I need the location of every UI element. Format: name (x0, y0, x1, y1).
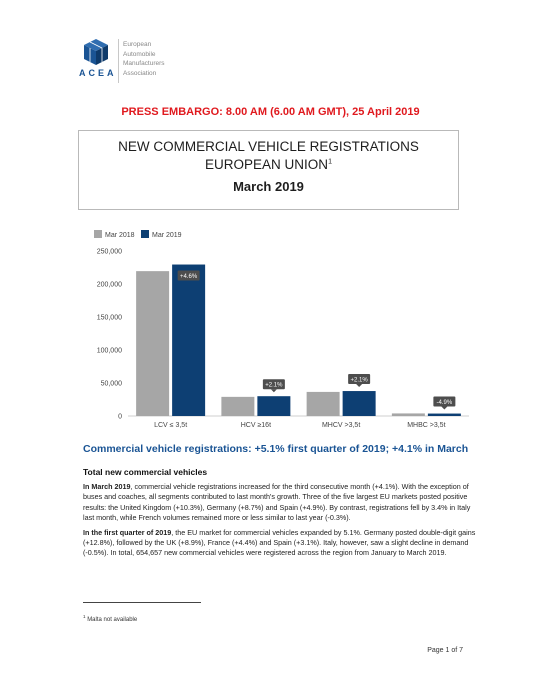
title-month: March 2019 (233, 179, 304, 194)
title-line-2: EUROPEAN UNION$^1$ (205, 157, 332, 172)
acea-cube-icon (78, 37, 114, 67)
legend-swatch-2018 (94, 230, 102, 238)
footnote-rule (83, 602, 201, 603)
change-label-pointer (441, 407, 447, 410)
bar-2018 (392, 413, 425, 416)
y-tick-label: 200,000 (96, 281, 122, 289)
legend-swatch-2019 (141, 230, 149, 238)
acea-logo (78, 37, 218, 87)
bar-2019 (343, 391, 376, 416)
bar-2018 (221, 397, 254, 416)
legend-label-2019: Mar 2019 (152, 232, 182, 239)
logo-acronym: ACEA (79, 68, 117, 78)
bar-2019 (257, 396, 290, 416)
x-tick-label: HCV ≥16t (240, 422, 272, 429)
y-tick-label: 50,000 (100, 380, 122, 388)
bar-2018 (136, 271, 169, 416)
title-line-1: NEW COMMERCIAL VEHICLE REGISTRATIONS (118, 139, 419, 154)
bar-2019 (428, 414, 461, 416)
bar-chart-svg (78, 226, 469, 436)
footnote: $^1$ Malta not available (83, 614, 138, 623)
paragraph-march: In March 2019, commercial vehicle registrations increased for the third consecutive month (+4.1%). With the exception of buses and coaches, all segments contributed to last month's growth. Three of the five largest EU markets posted positive results: the United Kingdom (+10.3%), Germany (+8.7%) and Spain (+4.9%). By contrast, registrations fell by 3.4% in Italy last month, while French volumes remained more or less similar to last year (-0.3%). (83, 482, 471, 522)
y-tick-label: 100,000 (96, 347, 122, 355)
change-label: +4.6% (180, 273, 198, 280)
registrations-chart (78, 226, 469, 436)
logo-divider (118, 39, 119, 83)
body-section (83, 467, 478, 564)
y-tick-label: 150,000 (96, 314, 122, 322)
headline: Commercial vehicle registrations: +5.1% first quarter of 2019; +4.1% in March (83, 443, 469, 455)
x-tick-label: MHBC >3,5t (407, 422, 446, 429)
change-label: +2.1% (350, 377, 368, 384)
change-label-pointer (271, 389, 277, 392)
x-tick-label: MHCV >3,5t (321, 422, 361, 429)
legend-label-2018: Mar 2018 (105, 232, 135, 239)
bar-2018 (307, 392, 340, 416)
change-label-pointer (356, 384, 362, 387)
bar-2019 (172, 265, 205, 416)
paragraph-q1: In the first quarter of 2019, the EU market for commercial vehicles expanded by 5.1%. Germany posted double-digit gains (+12.8%), followed by the UK (+8.9%), France (+4.4%) and Spain (+3.1%). Italy, however, saw a slight decline in demand (-0.5%). In total, 654,657 new commercial vehicles were registered across the region from January to March 2019. (83, 528, 476, 558)
x-tick-label: LCV ≤ 3,5t (154, 422, 188, 429)
y-tick-label: 0 (118, 413, 122, 421)
title-box (78, 130, 459, 210)
change-label: +2.1% (265, 382, 283, 389)
y-tick-label: 250,000 (96, 248, 122, 256)
press-embargo: PRESS EMBARGO: 8.00 AM (6.00 AM GMT), 25 April 2019 (121, 106, 420, 118)
change-label: -4.9% (436, 399, 453, 406)
logo-org-name: European Automobile Manufacturers Association (123, 41, 165, 77)
section-title: Total new commercial vehicles (83, 467, 208, 477)
page-number: Page 1 of 7 (427, 647, 463, 654)
footnote-ref: 1 (328, 158, 332, 166)
